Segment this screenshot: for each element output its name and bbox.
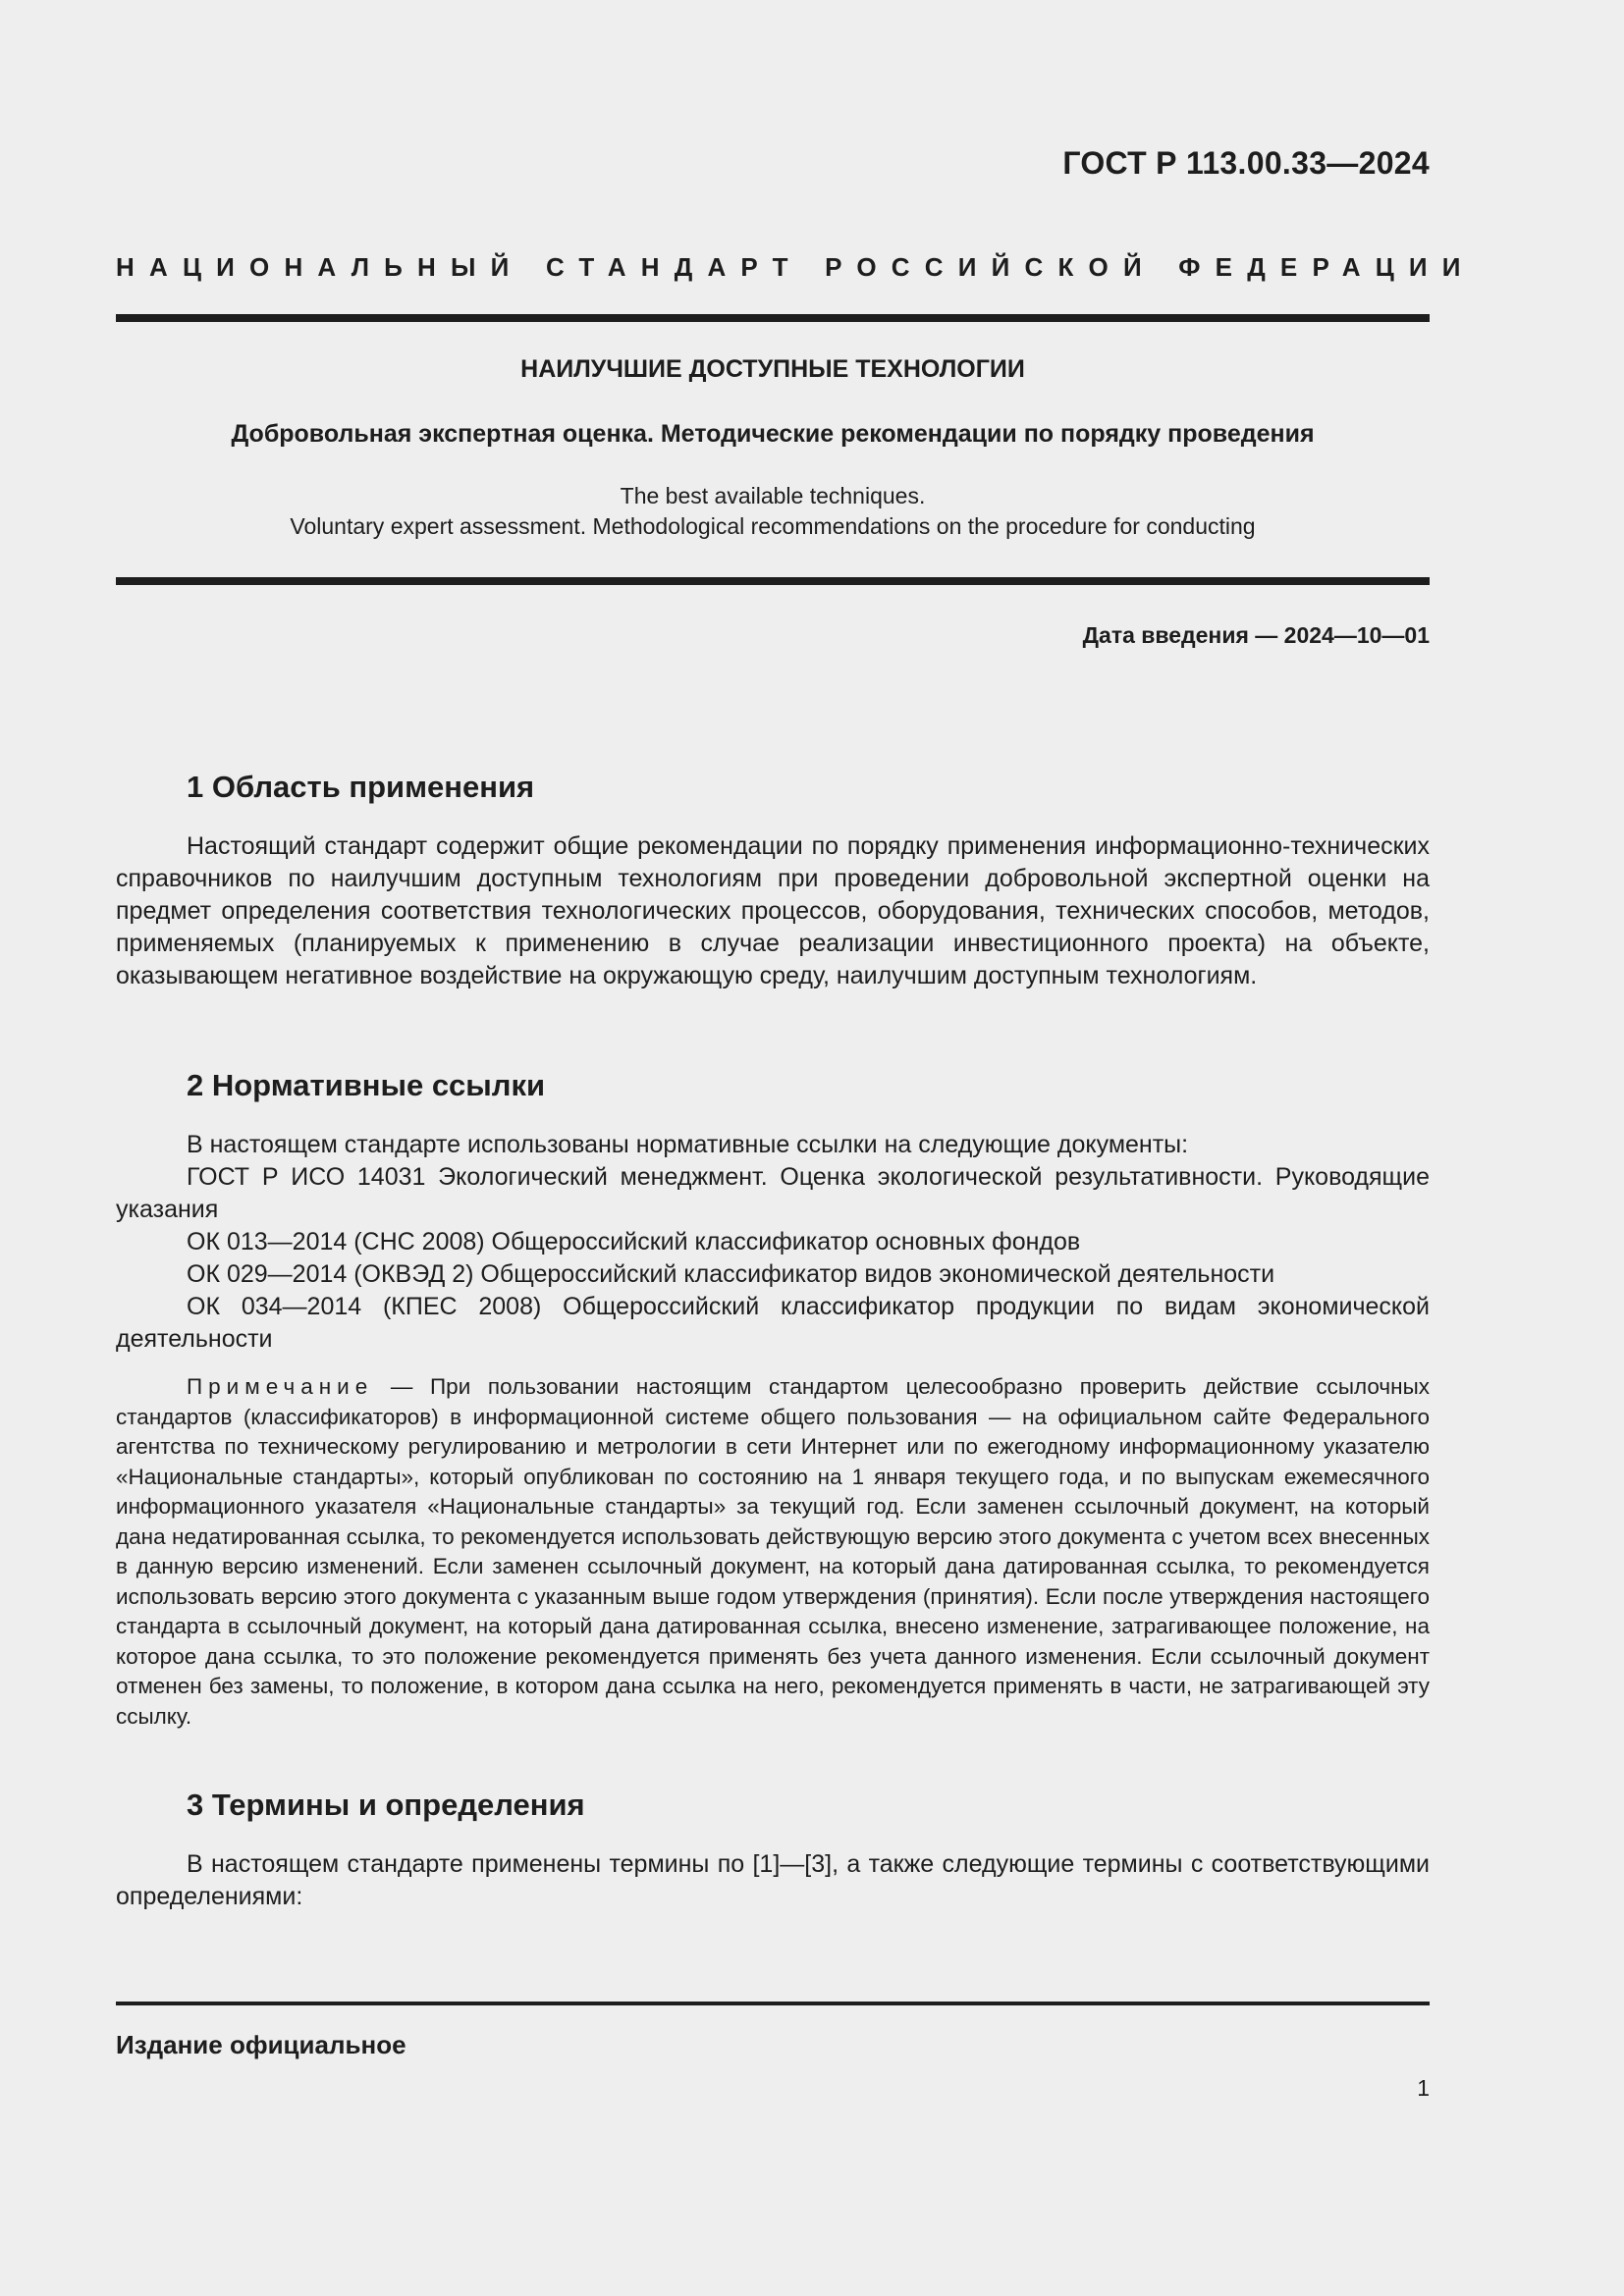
bottom-rule (116, 577, 1430, 585)
english-title-line-2: Voluntary expert assessment. Methodological recommendations on the procedure for conducting (290, 513, 1256, 539)
standard-main-title: НАИЛУЧШИЕ ДОСТУПНЫЕ ТЕХНОЛОГИИ (520, 355, 1025, 383)
references-intro-paragraph: В настоящем стандарте использованы нормативные ссылки на следующие документы: (187, 1131, 1189, 1158)
references-note (116, 1372, 1430, 1732)
note-label: Примечание (187, 1374, 374, 1399)
page-number: 1 (1417, 2075, 1430, 2101)
reference-item: ОК 029—2014 (ОКВЭД 2) Общероссийский классификатор видов экономической деятельности (187, 1260, 1275, 1288)
official-edition-label: Издание официальное (116, 2030, 406, 2059)
introduction-date: Дата введения — 2024—10—01 (1082, 622, 1430, 648)
top-rule (116, 314, 1430, 322)
section-heading-terms: 3 Термины и определения (187, 1788, 585, 1822)
terms-intro-paragraph: В настоящем стандарте применены термины по [1]—[3], а также следующие термины с соответствующими определениями: (116, 1850, 1430, 1910)
document-page (116, 0, 1476, 2296)
document-code: ГОСТ Р 113.00.33—2024 (1062, 145, 1430, 181)
standard-subtitle: Добровольная экспертная оценка. Методические рекомендации по порядку проведения (231, 420, 1315, 448)
english-title-line-1: The best available techniques. (620, 483, 926, 508)
section-heading-scope: 1 Область применения (187, 770, 535, 804)
section-heading-normative-references: 2 Нормативные ссылки (187, 1068, 546, 1102)
reference-item: ОК 034—2014 (КПЕС 2008) Общероссийский классификатор продукции по видам экономической деятельности (116, 1293, 1430, 1353)
english-title (116, 481, 1430, 542)
national-standard-title: НАЦИОНАЛЬНЫЙ СТАНДАРТ РОССИЙСКОЙ ФЕДЕРАЦИИ (116, 252, 1476, 282)
reference-item: ГОСТ Р ИСО 14031 Экологический менеджмент. Оценка экологической результативности. Руководящие указания (116, 1163, 1430, 1223)
reference-item: ОК 013—2014 (СНС 2008) Общероссийский классификатор основных фондов (187, 1228, 1081, 1255)
scope-paragraph: Настоящий стандарт содержит общие рекомендации по порядку применения информационно-технических справочников по наилучшим доступным технологиям при проведении добровольной экспертной оценки на предмет определения соответствия технологических процессов, оборудования, технических способов, методов, применяемых (планируемых к применению в случае реализации инвестиционного проекта) на объекте, оказывающем негативное воздействие на окружающую среду, наилучшим доступным технологиям. (116, 832, 1430, 989)
note-text: — При пользовании настоящим стандартом целесообразно проверить действие ссылочных стандартов (классификаторов) в информационной системе общего пользования — на официальном сайте Федерального агентства по техническому регулированию и метрологии в сети Интернет или по ежегодному информационному указателю «Национальные стандарты», который опубликован по состоянию на 1 января текущего года, и по выпускам ежемесячного информационного указателя «Национальные стандарты» за текущий год. Если заменен ссылочный документ, на который дана недатированная ссылка, то рекомендуется использовать действующую версию этого документа с учетом всех внесенных в данную версию изменений. Если заменен ссылочный документ, на который дана датированная ссылка, то рекомендуется использовать версию этого документа с указанным выше годом утверждения (принятия). Если после утверждения настоящего стандарта в ссылочный документ, на который дана датированная ссылка, внесено изменение, затрагивающее положение, на которое дана ссылка, то это положение рекомендуется применять без учета данного изменения. Если ссылочный документ отменен без замены, то положение, в котором дана ссылка на него, рекомендуется применять в части, не затрагивающей эту ссылку. (116, 1374, 1430, 1729)
footer-rule (116, 2002, 1430, 2005)
